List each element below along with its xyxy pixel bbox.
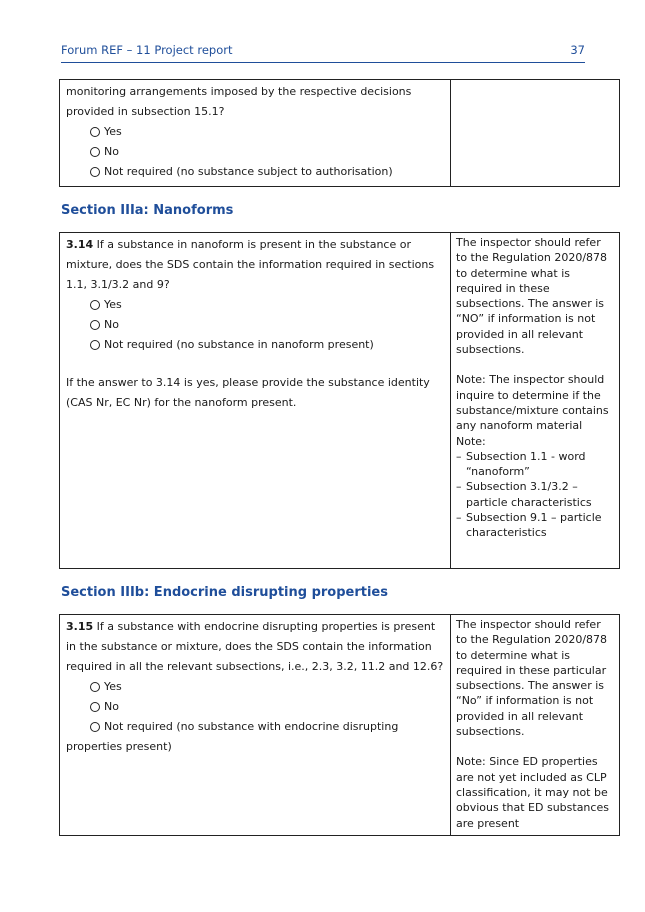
radio-button[interactable]	[90, 300, 100, 310]
option-label: No	[104, 318, 119, 331]
radio-button[interactable]	[90, 702, 100, 712]
note-cell	[451, 233, 620, 569]
option-not-required[interactable]	[66, 162, 444, 182]
section-title-endocrine: Section IIIb: Endocrine disrupting properties	[61, 585, 388, 600]
option-no[interactable]	[66, 315, 444, 335]
note-list	[456, 449, 615, 541]
option-label: Not required (no substance subject to authorisation)	[104, 165, 393, 178]
radio-button[interactable]	[90, 127, 100, 137]
question-table-3-15	[59, 614, 620, 836]
question-cell	[60, 615, 451, 836]
radio-button[interactable]	[90, 682, 100, 692]
option-label: Yes	[104, 298, 122, 311]
question-table-3-14	[59, 232, 620, 569]
question-cell	[60, 80, 451, 187]
note-label: Note:	[456, 434, 486, 448]
option-no[interactable]	[66, 697, 444, 717]
option-label: Yes	[104, 125, 122, 138]
note-cell	[451, 615, 620, 836]
note-cell	[451, 80, 620, 187]
radio-button[interactable]	[90, 722, 100, 732]
radio-button[interactable]	[90, 167, 100, 177]
list-item: – Subsection 1.1 - word “nanoform”	[456, 449, 615, 480]
question-number: 3.15	[66, 620, 94, 633]
section-title-nanoforms: Section IIIa: Nanoforms	[61, 203, 234, 218]
question-text	[66, 235, 444, 295]
option-label: Yes	[104, 680, 122, 693]
option-no[interactable]	[66, 142, 444, 162]
followup-text: If the answer to 3.14 is yes, please provide the substance identity (CAS Nr, EC Nr) for the nanoform present.	[66, 376, 430, 409]
radio-button[interactable]	[90, 320, 100, 330]
question-body: If a substance in nanoform is present in the substance or mixture, does the SDS contain the information required in sections 1.1, 3.1/3.2 and 9?	[66, 238, 435, 291]
page-number: 37	[570, 43, 585, 57]
question-cell	[60, 233, 451, 569]
note-text: The inspector should refer to the Regulation 2020/878 to determine what is required in these subsections. The answer is “NO” if information is not provided in all relevant subsections.	[456, 236, 608, 357]
header-title: Forum REF – 11 Project report	[61, 43, 233, 57]
option-label: Not required (no substance with endocrine disrupting	[104, 720, 399, 733]
list-item: – Subsection 3.1/3.2 – particle characteristics	[456, 479, 615, 510]
option-yes[interactable]	[66, 677, 444, 697]
radio-button[interactable]	[90, 340, 100, 350]
question-body: If a substance with endocrine disrupting properties is present in the substance or mixture, does the SDS contain the information required in all the relevant subsections, i.e., 2.3, 3.2, 11.2 and 12.6?	[66, 620, 444, 673]
option-yes[interactable]	[66, 295, 444, 315]
question-number: 3.14	[66, 238, 94, 251]
option-not-required[interactable]	[66, 717, 444, 737]
option-label: No	[104, 145, 119, 158]
note-text: The inspector should refer to the Regulation 2020/878 to determine what is required in these particular subsections. The answer is “No” if information is not provided in all relevant subsections.	[456, 618, 608, 739]
option-label: Not required (no substance in nanoform present)	[104, 338, 374, 351]
page-header	[61, 42, 585, 63]
note-text: Note: The inspector should inquire to determine if the substance/mixture contains any nanoform material	[456, 373, 609, 433]
question-table-continued	[59, 79, 620, 187]
radio-button[interactable]	[90, 147, 100, 157]
list-item: – Subsection 9.1 – particle characteristics	[456, 510, 615, 541]
question-text	[66, 617, 444, 677]
note-text: Note: Since ED properties are not yet included as CLP classification, it may not be obvious that ED substances are present	[456, 755, 609, 830]
option-not-required[interactable]	[66, 335, 444, 355]
question-text: monitoring arrangements imposed by the respective decisions provided in subsection 15.1?	[66, 85, 412, 118]
option-label-continued: properties present)	[66, 740, 172, 753]
option-label: No	[104, 700, 119, 713]
option-yes[interactable]	[66, 122, 444, 142]
